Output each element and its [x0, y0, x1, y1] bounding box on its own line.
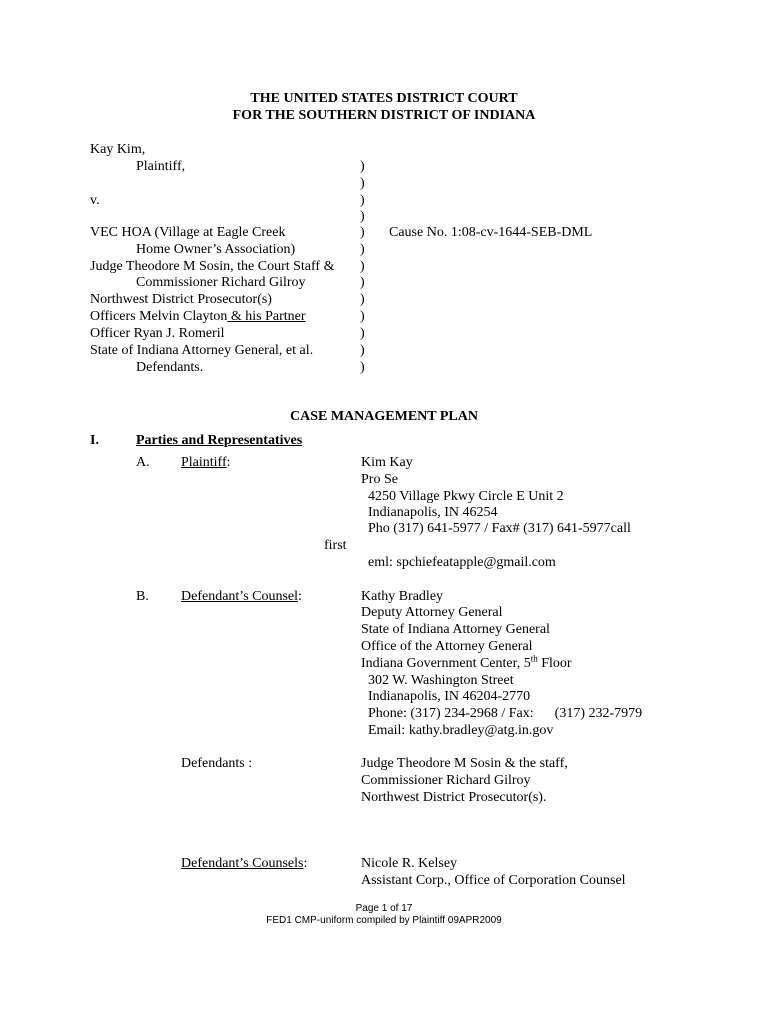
- party-a-label-text: Plaintiff: [181, 455, 227, 470]
- party-a-line: Pho (317) 641-5977 / Fax# (317) 641-5977call: [368, 521, 631, 536]
- caption-paren: ): [360, 309, 365, 324]
- party-a-line: first: [324, 538, 347, 553]
- party-a-line: Indianapolis, IN 46254: [368, 505, 498, 520]
- party-b-line: Kathy Bradley: [361, 589, 444, 604]
- defendant-line: Commissioner Richard Gilroy: [136, 275, 306, 290]
- defendants-line: Judge Theodore M Sosin & the staff,: [361, 756, 568, 771]
- defendant-line: State of Indiana Attorney General, et al.: [90, 343, 314, 358]
- party-a-label: [181, 454, 231, 471]
- plan-title: CASE MANAGEMENT PLAN: [290, 409, 478, 424]
- defendants-role: Defendants.: [136, 360, 204, 375]
- party-a-line: eml: spchiefeatapple@gmail.com: [368, 555, 556, 570]
- defendant-line: Home Owner’s Association): [136, 242, 296, 257]
- caption-paren: ): [360, 225, 365, 240]
- plaintiff-name: Kay Kim,: [90, 142, 146, 157]
- counsels-label-text: Defendant’s Counsels: [181, 856, 304, 871]
- defendant-partner-text: & his Partner: [227, 309, 306, 324]
- party-b-line: Deputy Attorney General: [361, 605, 503, 620]
- party-b-line: Email: kathy.bradley@atg.in.gov: [368, 723, 554, 738]
- cause-number: Cause No. 1:08-cv-1644-SEB-DML: [389, 225, 593, 240]
- party-b-line: Indianapolis, IN 46204-2770: [368, 689, 531, 704]
- court-title-line1: THE UNITED STATES DISTRICT COURT: [250, 91, 518, 106]
- defendant-officers-text: Officers Melvin Clayton: [90, 309, 228, 324]
- party-b-label-text: Defendant’s Counsel: [181, 589, 299, 604]
- party-a-line: Pro Se: [361, 472, 398, 487]
- party-b-center-text: Indiana Government Center, 5: [361, 656, 531, 671]
- defendants-label: Defendants :: [181, 756, 253, 771]
- party-a-line: Kim Kay: [361, 455, 413, 470]
- footer-page-number: Page 1 of 17: [355, 903, 413, 914]
- party-b-floor-text: Floor: [537, 656, 572, 671]
- caption-paren: ): [360, 360, 365, 375]
- defendant-line: [90, 308, 306, 325]
- party-b-line: State of Indiana Attorney General: [361, 622, 550, 637]
- defendants-line: Northwest District Prosecutor(s).: [361, 790, 547, 805]
- defendant-line: Northwest District Prosecutor(s): [90, 292, 272, 307]
- caption-paren: ): [360, 176, 365, 191]
- defendants-line: Commissioner Richard Gilroy: [361, 773, 531, 788]
- party-b-line: Office of the Attorney General: [361, 639, 533, 654]
- counsels-line: Nicole R. Kelsey: [361, 856, 458, 871]
- party-a-letter: A.: [136, 455, 150, 470]
- counsels-label-colon: :: [303, 856, 308, 871]
- defendant-line: Judge Theodore M Sosin, the Court Staff &: [90, 259, 335, 274]
- versus: v.: [90, 193, 100, 208]
- plaintiff-role: Plaintiff,: [136, 159, 186, 174]
- caption-paren: ): [360, 343, 365, 358]
- counsels-label: [181, 855, 307, 872]
- party-b-superscript: th: [530, 653, 538, 664]
- caption-paren: ): [360, 159, 365, 174]
- defendant-line: VEC HOA (Village at Eagle Creek: [90, 225, 286, 240]
- section-heading: Parties and Representatives: [136, 433, 303, 448]
- party-b-label: [181, 588, 302, 605]
- party-b-letter: B.: [136, 589, 149, 604]
- party-b-line: [361, 655, 572, 672]
- section-numeral: I.: [90, 433, 99, 448]
- party-a-label-colon: :: [226, 455, 231, 470]
- caption-paren: ): [360, 259, 365, 274]
- court-title-line2: FOR THE SOUTHERN DISTRICT OF INDIANA: [232, 108, 536, 123]
- caption-paren: ): [360, 193, 365, 208]
- defendant-line: Officer Ryan J. Romeril: [90, 326, 225, 341]
- counsels-line: Assistant Corp., Office of Corporation Counsel: [361, 873, 626, 888]
- party-b-line: 302 W. Washington Street: [368, 673, 514, 688]
- party-b-label-colon: :: [298, 589, 302, 604]
- caption-paren: ): [360, 209, 365, 224]
- caption-paren: ): [360, 242, 365, 257]
- caption-paren: ): [360, 275, 365, 290]
- caption-paren: ): [360, 326, 365, 341]
- footer-compiled-note: FED1 CMP-uniform compiled by Plaintiff 09APR2009: [266, 915, 502, 926]
- party-a-line: 4250 Village Pkwy Circle E Unit 2: [368, 489, 564, 504]
- party-b-line: Phone: (317) 234-2968 / Fax: (317) 232-7979: [368, 706, 643, 721]
- caption-paren: ): [360, 292, 365, 307]
